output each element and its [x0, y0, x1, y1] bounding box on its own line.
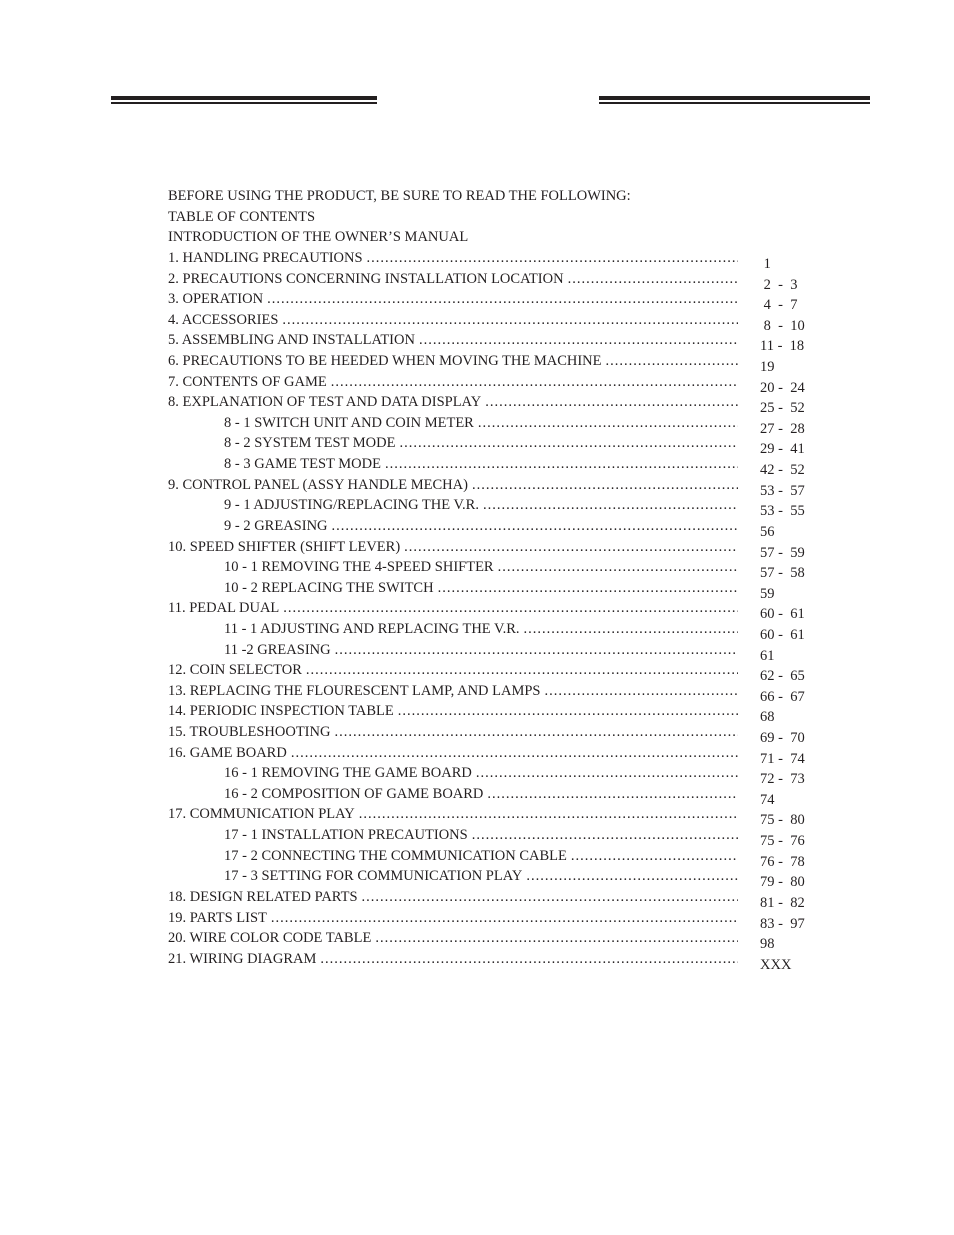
toc-subentry [168, 846, 828, 870]
header-rule-right [599, 96, 870, 104]
toc-page-number: 72 - 73 [760, 771, 805, 788]
toc-entry-title: 18. DESIGN RELATED PARTS [168, 888, 358, 905]
toc-label [224, 454, 738, 475]
toc-page-number: 42 - 52 [760, 462, 805, 479]
toc-page-number: 62 - 65 [760, 668, 805, 685]
toc-entry-title: 12. COIN SELECTOR [168, 662, 302, 679]
toc-page-number: 66 - 67 [760, 688, 805, 705]
toc-entry-title: 9 - 2 GREASING [224, 517, 328, 534]
toc-label [224, 557, 738, 578]
dot-leader [282, 310, 738, 331]
toc-entry-title: 20. WIRE COLOR CODE TABLE [168, 930, 372, 947]
toc-label [168, 269, 738, 290]
toc-page-number: XXX [760, 956, 792, 973]
toc-entry-title: 13. REPLACING THE FLOURESCENT LAMP, AND LAMPS [168, 682, 541, 699]
toc-entry [168, 722, 828, 747]
toc-label [224, 495, 738, 516]
toc-entry [168, 310, 828, 334]
toc-subentry [168, 495, 828, 520]
preface-line: BEFORE USING THE PRODUCT, BE SURE TO READ THE FOLLOWING: [168, 188, 631, 204]
toc-entry [168, 660, 828, 685]
preface-block [168, 186, 631, 248]
dot-leader [334, 722, 738, 743]
toc-entry-title: 3. OPERATION [168, 291, 264, 308]
toc-entry [168, 701, 828, 726]
toc-subentry [168, 454, 828, 479]
toc-label [168, 887, 738, 908]
toc-label [168, 681, 738, 702]
dot-leader [404, 537, 738, 558]
dot-leader [367, 248, 738, 269]
dot-leader [398, 701, 738, 722]
toc-subentry [168, 619, 828, 643]
toc-label [224, 516, 738, 537]
toc-entry-title: 11 -2 GREASING [224, 641, 331, 658]
toc-label [168, 289, 738, 310]
toc-subentry [168, 763, 828, 788]
toc-label [168, 908, 738, 929]
toc-page-number: 2 - 3 [760, 276, 798, 293]
dot-leader [544, 681, 738, 702]
toc-page-number: 68 [760, 709, 775, 726]
dot-leader [399, 433, 738, 454]
toc-label [168, 537, 738, 558]
toc-entry-title: 9 - 1 ADJUSTING/REPLACING THE V.R. [224, 497, 479, 514]
toc-page-number: 75 - 76 [760, 833, 805, 850]
dot-leader [359, 804, 738, 825]
toc-page-number: 61 [760, 647, 775, 664]
toc-page-number: 53 - 57 [760, 482, 805, 499]
toc-entry-title: 11. PEDAL DUAL [168, 600, 280, 617]
toc-entry-title: 11 - 1 ADJUSTING AND REPLACING THE V.R. [224, 620, 520, 637]
toc-entry-title: 21. WIRING DIAGRAM [168, 950, 317, 967]
toc-entry-title: 10 - 1 REMOVING THE 4-SPEED SHIFTER [224, 559, 494, 576]
dot-leader [332, 516, 738, 537]
toc-label [224, 433, 738, 454]
dot-leader [320, 949, 738, 970]
table-of-contents [168, 248, 828, 973]
dot-leader [472, 825, 738, 846]
dot-leader [606, 351, 738, 372]
toc-entry [168, 537, 828, 561]
toc-entry-title: 17 - 2 CONNECTING THE COMMUNICATION CABLE [224, 847, 567, 864]
dot-leader [571, 846, 738, 867]
toc-entry-title: 7. CONTENTS OF GAME [168, 373, 327, 390]
toc-label [168, 743, 738, 764]
toc-entry-title: 8. EXPLANATION OF TEST AND DATA DISPLAY [168, 394, 482, 411]
toc-entry-title: 2. PRECAUTIONS CONCERNING INSTALLATION LOCATION [168, 270, 564, 287]
dot-leader [498, 557, 738, 578]
toc-page-number: 19 [760, 359, 775, 376]
toc-subentry [168, 866, 828, 891]
dot-leader [478, 413, 738, 434]
toc-subentry [168, 516, 828, 540]
toc-entry-title: 17 - 1 INSTALLATION PRECAUTIONS [224, 827, 468, 844]
toc-page-number: 79 - 80 [760, 874, 805, 891]
toc-entry [168, 289, 828, 314]
dot-leader [335, 640, 738, 661]
toc-entry-title: 6. PRECAUTIONS TO BE HEEDED WHEN MOVING THE MACHINE [168, 353, 602, 370]
toc-entry [168, 887, 828, 911]
toc-label [168, 928, 738, 949]
toc-label [168, 248, 738, 269]
toc-entry-title: 16 - 2 COMPOSITION OF GAME BOARD [224, 785, 484, 802]
toc-label [168, 475, 738, 496]
toc-entry-title: 5. ASSEMBLING AND INSTALLATION [168, 332, 415, 349]
dot-leader [485, 392, 738, 413]
toc-page-number: 1 [760, 256, 771, 272]
toc-page-number: 27 - 28 [760, 420, 805, 437]
toc-heading: TABLE OF CONTENTS [168, 208, 316, 225]
toc-entry-title: 8 - 3 GAME TEST MODE [224, 456, 381, 473]
toc-subentry [168, 557, 828, 582]
toc-entry [168, 598, 828, 623]
toc-label [224, 619, 738, 640]
header-rule-left [111, 96, 377, 104]
toc-entry [168, 928, 828, 953]
toc-entry [168, 372, 828, 396]
toc-label [168, 372, 738, 393]
toc-page-number: 59 [760, 585, 775, 602]
toc-label [168, 598, 738, 619]
toc-page-number: 75 - 80 [760, 812, 805, 829]
toc-page-number: 69 - 70 [760, 730, 805, 747]
toc-page-number: 29 - 41 [760, 441, 805, 458]
toc-label [168, 351, 738, 372]
toc-entry-title: 8 - 2 SYSTEM TEST MODE [224, 435, 396, 452]
toc-page-number: 76 - 78 [760, 853, 805, 870]
toc-page-number: 98 [760, 936, 775, 953]
toc-page-number: 11 - 18 [760, 338, 805, 355]
toc-entry-title: 16 - 1 REMOVING THE GAME BOARD [224, 765, 472, 782]
toc-page-number: 4 - 7 [760, 297, 798, 314]
toc-entry [168, 804, 828, 829]
toc-entry-title: 10. SPEED SHIFTER (SHIFT LEVER) [168, 538, 401, 555]
dot-leader [419, 330, 738, 351]
toc-entry-title: 1. HANDLING PRECAUTIONS [168, 250, 363, 266]
toc-page-number: 57 - 59 [760, 544, 805, 561]
toc-label [168, 722, 738, 743]
toc-label [168, 949, 738, 970]
dot-leader [362, 887, 738, 908]
dot-leader [526, 866, 738, 887]
toc-label [168, 804, 738, 825]
dot-leader [283, 598, 738, 619]
toc-page-number: 57 - 58 [760, 565, 805, 582]
toc-page-number: 71 - 74 [760, 750, 805, 767]
dot-leader [472, 475, 738, 496]
toc-label [224, 784, 738, 805]
toc-label [224, 866, 738, 887]
toc-entry-title: 17. COMMUNICATION PLAY [168, 806, 355, 823]
toc-entry-title: 4. ACCESSORIES [168, 311, 279, 328]
toc-label [224, 825, 738, 846]
toc-entry-title: 16. GAME BOARD [168, 744, 287, 761]
dot-leader [267, 289, 738, 310]
dot-leader [476, 763, 738, 784]
toc-subentry [168, 784, 828, 808]
toc-entry [168, 949, 828, 973]
toc-entry-title: 17 - 3 SETTING FOR COMMUNICATION PLAY [224, 868, 523, 885]
toc-entry [168, 743, 828, 767]
toc-entry [168, 351, 828, 376]
toc-page-number: 25 - 52 [760, 400, 805, 417]
toc-subentry [168, 640, 828, 664]
toc-subentry [168, 578, 828, 602]
toc-entry-title: 10 - 2 REPLACING THE SWITCH [224, 579, 434, 596]
toc-page-number: 53 - 55 [760, 503, 805, 520]
toc-subentry [168, 825, 828, 850]
toc-entry [168, 681, 828, 705]
toc-label [224, 413, 738, 434]
toc-label [168, 310, 738, 331]
toc-page-number: 8 - 10 [760, 317, 805, 334]
toc-label [168, 660, 738, 681]
preface-line: INTRODUCTION OF THE OWNER’S MANUAL [168, 229, 469, 246]
toc-entry [168, 908, 828, 932]
toc-page-number: 74 [760, 791, 775, 808]
dot-leader [291, 743, 738, 764]
toc-entry [168, 330, 828, 355]
toc-entry [168, 475, 828, 499]
toc-label [168, 392, 738, 413]
toc-label [168, 701, 738, 722]
toc-entry [168, 248, 828, 272]
dot-leader [385, 454, 738, 475]
dot-leader [306, 660, 738, 681]
toc-entry-title: 8 - 1 SWITCH UNIT AND COIN METER [224, 414, 474, 431]
toc-entry-title: 15. TROUBLESHOOTING [168, 724, 331, 741]
dot-leader [331, 372, 738, 393]
toc-entry-title: 9. CONTROL PANEL (ASSY HANDLE MECHA) [168, 476, 468, 493]
dot-leader [375, 928, 738, 949]
dot-leader [483, 495, 738, 516]
toc-page-number: 81 - 82 [760, 894, 805, 911]
dot-leader [568, 269, 738, 290]
dot-leader [438, 578, 738, 599]
dot-leader [524, 619, 738, 640]
toc-page-number: 60 - 61 [760, 626, 805, 643]
toc-entry-title: 14. PERIODIC INSPECTION TABLE [168, 703, 394, 720]
toc-entry-title: 19. PARTS LIST [168, 909, 267, 926]
toc-subentry [168, 433, 828, 458]
toc-label [224, 640, 738, 661]
toc-label [224, 578, 738, 599]
toc-label [168, 330, 738, 351]
toc-subentry [168, 413, 828, 437]
toc-page-number: 83 - 97 [760, 915, 805, 932]
toc-entry [168, 269, 828, 293]
toc-page-number: 20 - 24 [760, 379, 805, 396]
dot-leader [487, 784, 738, 805]
toc-page-number: 56 [760, 523, 775, 540]
toc-label [224, 763, 738, 784]
dot-leader [271, 908, 738, 929]
toc-entry [168, 392, 828, 417]
toc-label [224, 846, 738, 867]
toc-page-number: 60 - 61 [760, 606, 805, 623]
